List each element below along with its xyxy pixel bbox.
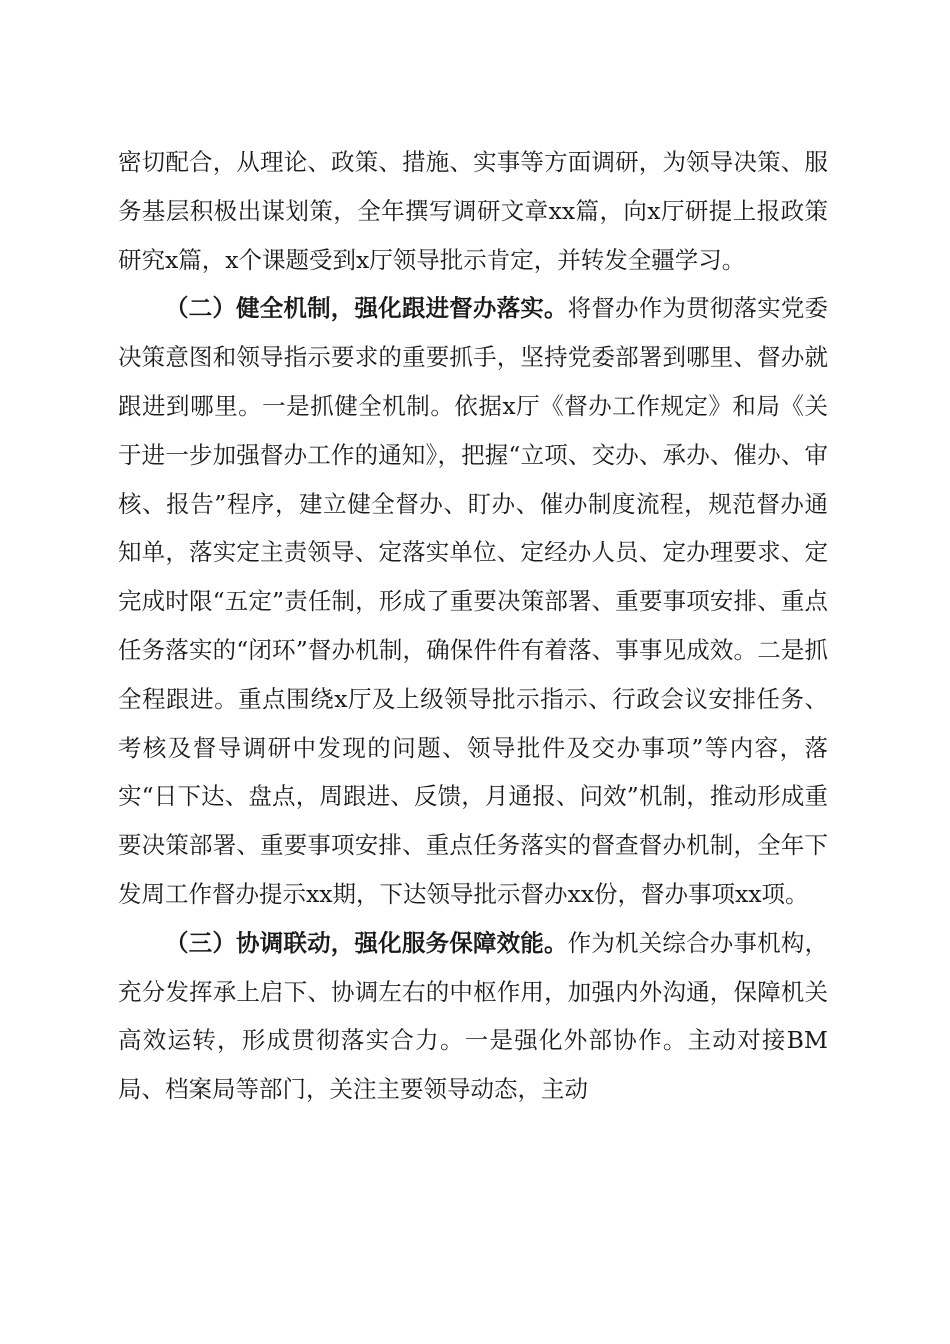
document-body [118, 138, 828, 1114]
paragraph-text: 将督办作为贯彻落实党委决策意图和领导指示要求的重要抓手，坚持党委部署到哪里、督办就跟进到哪里。一是抓健全机制。依据x厅《督办工作规定》和局《关于进一步加强督办工作的通知》，把握“立项、交办、承办、催办、审核、报告”程序，建立健全督办、盯办、催办制度流程，规范督办通知单，落实定主责领导、定落实单位、定经办人员、定办理要求、定完成时限“五定”责任制，形成了重要决策部署、重要事项安排、重点任务落实的“闭环”督办机制，确保件件有着落、事事见成效。二是抓全程跟进。重点围绕x厅及上级领导批示指示、行政会议安排任务、考核及督导调研中发现的问题、领导批件及交办事项”等内容，落实“日下达、盘点，周跟进、反馈，月通报、问效”机制，推动形成重要决策部署、重要事项安排、重点任务落实的督查督办机制，全年下发周工作督办提示xx期，下达领导批示督办xx份，督办事项xx项。 [118, 294, 829, 908]
paragraph-continuation [118, 138, 828, 284]
paragraph-section-3 [118, 919, 828, 1114]
paragraph-section-2 [118, 284, 828, 918]
paragraph-text: 密切配合，从理论、政策、措施、实事等方面调研，为领导决策、服务基层积极出谋划策，全年撰写调研文章xx篇，向x厅研提上报政策研究x篇，x个课题受到x厅领导批示肯定，并转发全疆学习。 [118, 148, 828, 274]
section-heading-3: （三）协调联动，强化服务保障效能。 [165, 928, 568, 957]
section-heading-2: （二）健全机制，强化跟进督办落实。 [165, 294, 568, 323]
paragraph-text: 作为机关综合办事机构，充分发挥承上启下、协调左右的中枢作用，加强内外沟通，保障机关高效运转，形成贯彻落实合力。一是强化外部协作。主动对接BM局、档案局等部门，关注主要领导动态，主动 [118, 928, 829, 1104]
